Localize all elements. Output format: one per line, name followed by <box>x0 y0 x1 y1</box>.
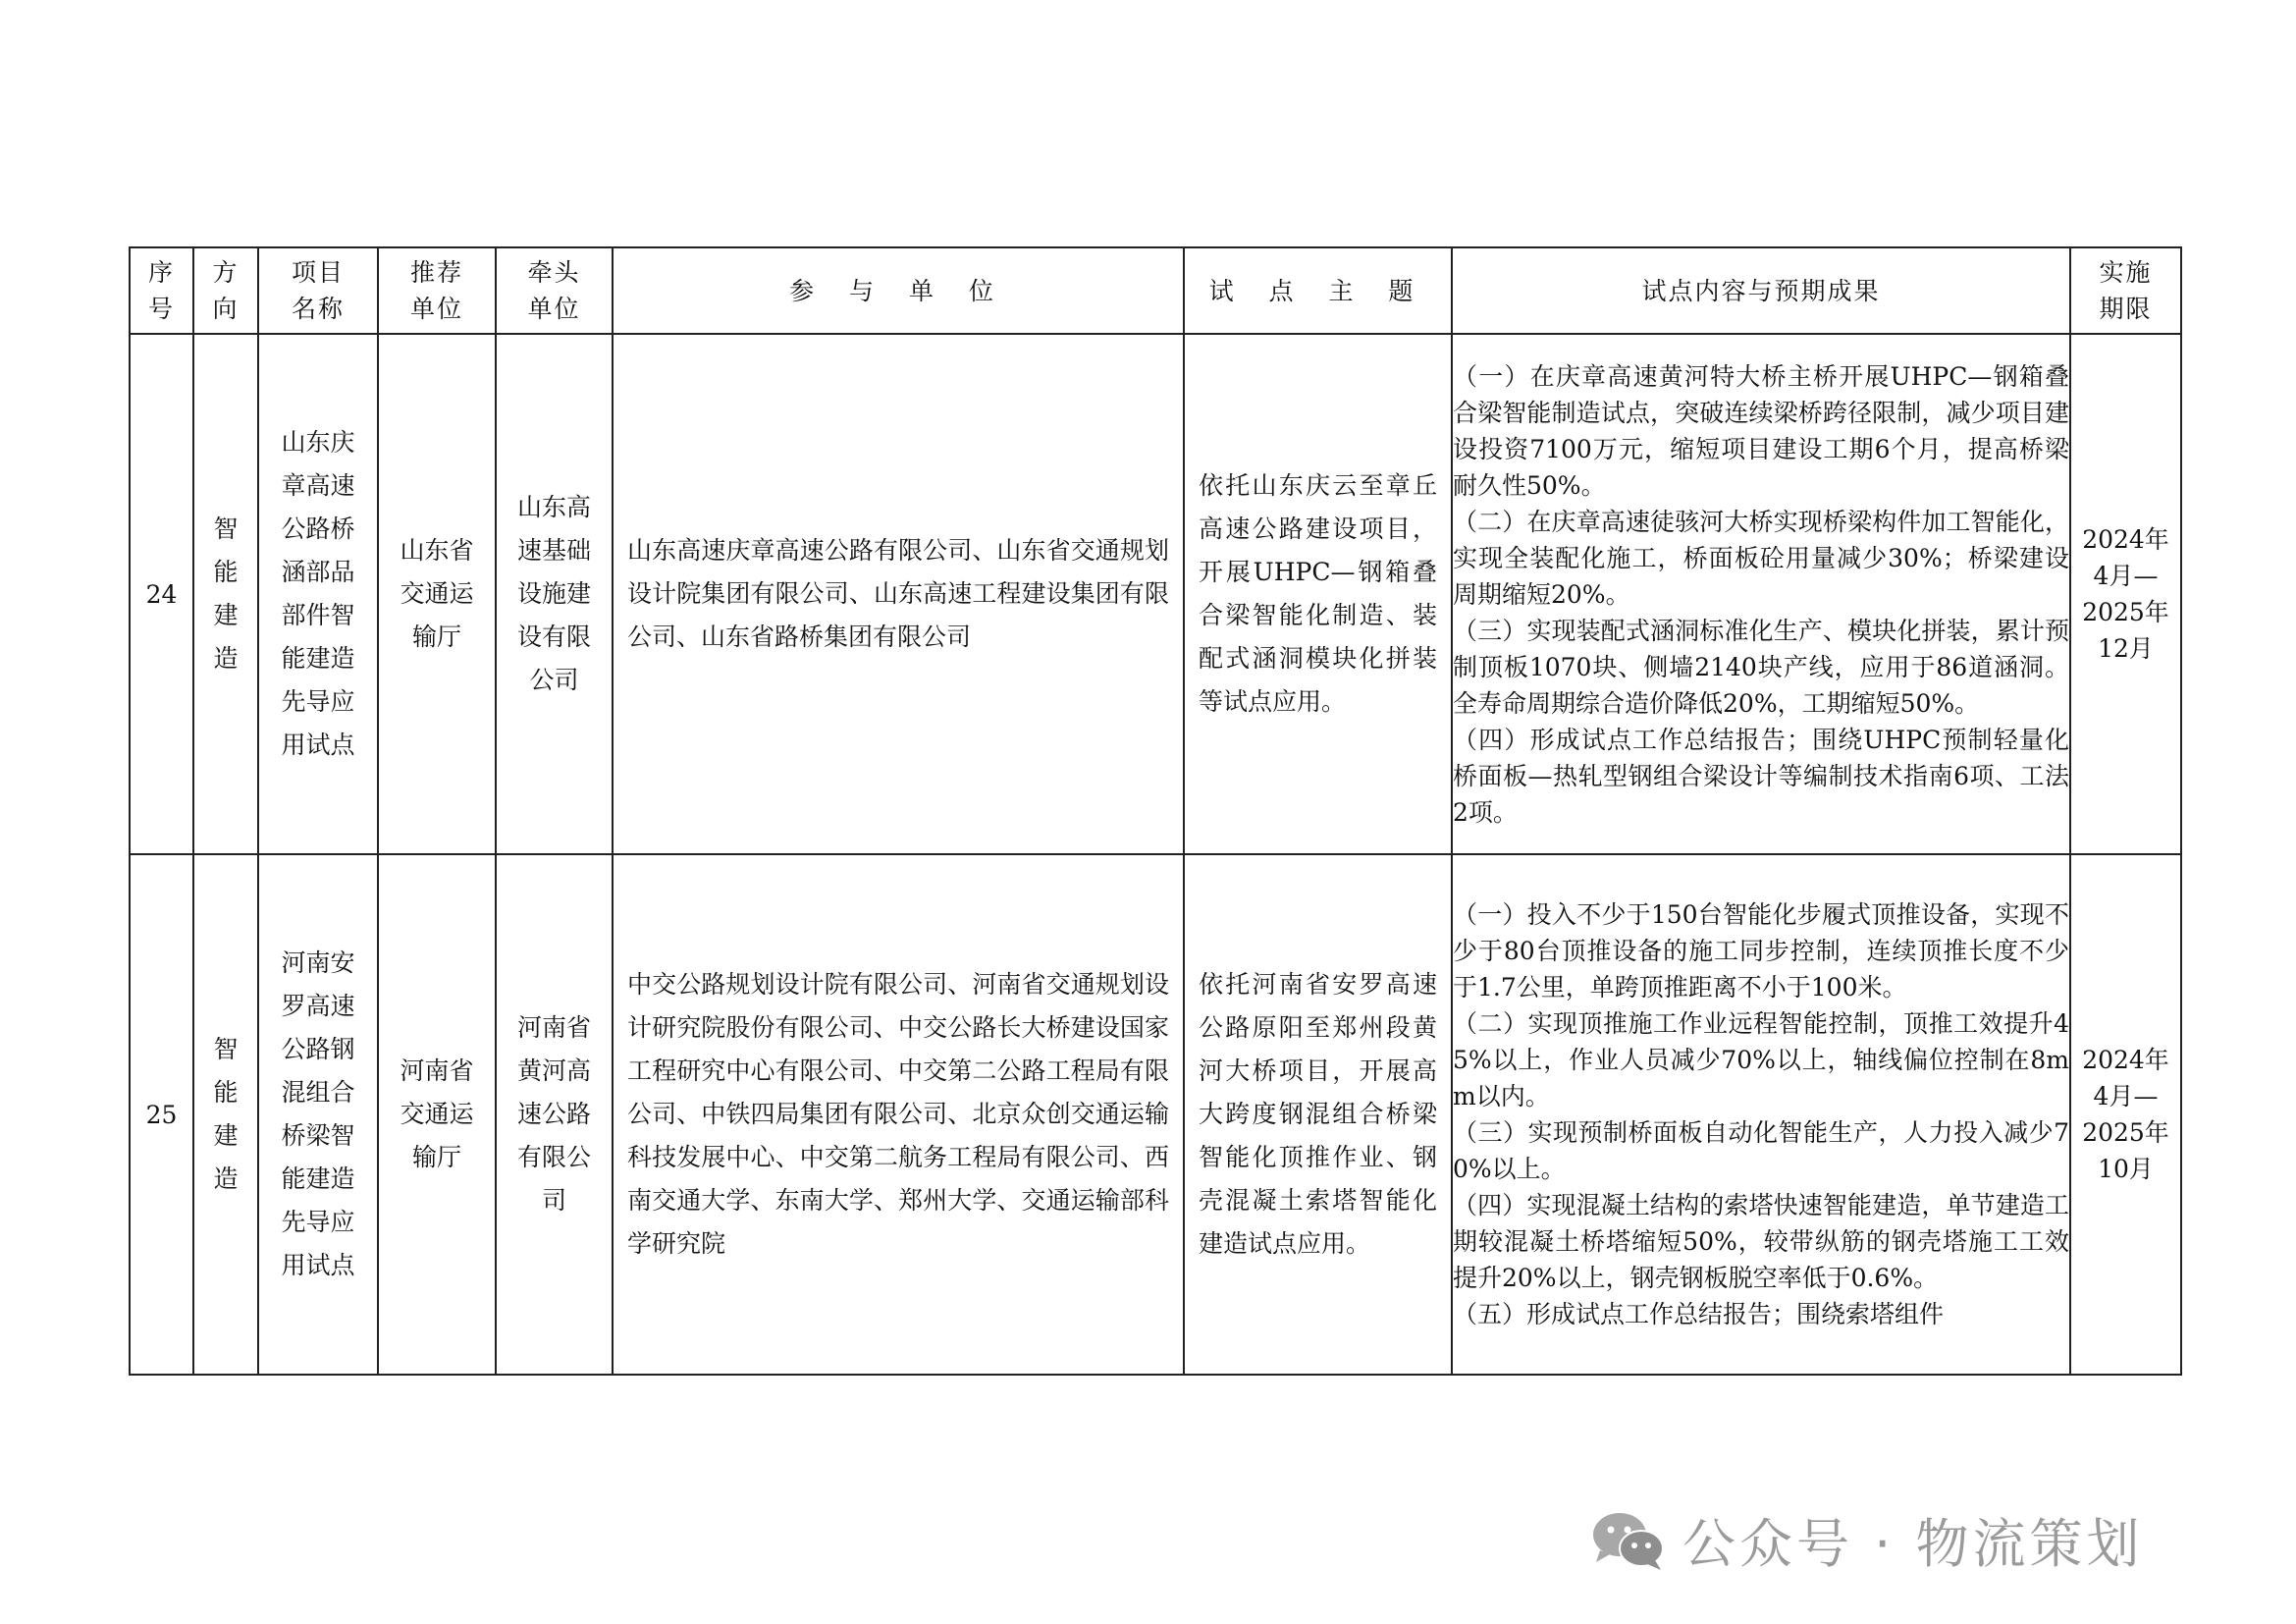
row-participants: 中交公路规划设计院有限公司、河南省交通规划设计研究院股份有限公司、中交公路长大桥建设国家工程研究中心有限公司、中交第二公路工程局有限公司、中铁四局集团有限公司、北京众创交通运输科技发展中心、中交第二航务工程局有限公司、西南交通大学、东南大学、郑州大学、交通运输部科学研究院 <box>613 854 1184 1375</box>
content-item: （三）实现预制桥面板自动化智能生产，人力投入减少70%以上。 <box>1453 1118 2069 1183</box>
row-theme: 依托河南省安罗高速公路原阳至郑州段黄河大桥项目，开展高大跨度钢混组合桥梁智能化顶推作业、钢壳混凝土索塔智能化建造试点应用。 <box>1184 854 1452 1375</box>
row-direction: 智能建造 <box>193 854 258 1375</box>
header-seq: 序号 <box>130 247 193 334</box>
row-project-name: 山东庆章高速公路桥涵部品部件智能建造先导应用试点 <box>258 334 378 854</box>
content-item: （二）实现顶推施工作业远程智能控制，顶推工效提升45%以上，作业人员减少70%以上，轴线偏位控制在8mm以内。 <box>1453 1009 2069 1110</box>
watermark-text: 公众号 · 物流策划 <box>1682 1513 2144 1575</box>
row-content <box>1452 334 2070 854</box>
table-row <box>130 334 2181 854</box>
row-recommender: 山东省交通运输厅 <box>378 334 496 854</box>
header-recommender: 推荐单位 <box>378 247 496 334</box>
header-project-name: 项目名称 <box>258 247 378 334</box>
content-item: （一）投入不少于150台智能化步履式顶推设备，实现不少于80台顶推设备的施工同步控制，连续顶推长度不少于1.7公里，单跨顶推距离不小于100米。 <box>1453 900 2069 1001</box>
row-theme: 依托山东庆云至章丘高速公路建设项目，开展UHPC—钢箱叠合梁智能化制造、装配式涵洞模块化拼装等试点应用。 <box>1184 334 1452 854</box>
watermark <box>1590 1502 2144 1578</box>
table-row <box>130 854 2181 1375</box>
row-lead-unit: 河南省黄河高速公路有限公司 <box>496 854 613 1375</box>
content-item: （五）形成试点工作总结报告；围绕索塔组件 <box>1453 1300 1945 1328</box>
header-row <box>130 247 2181 334</box>
header-participants: 参 与 单 位 <box>613 247 1184 334</box>
header-period: 实施期限 <box>2070 247 2181 334</box>
row-period: 2024年 4月— 2025年 10月 <box>2070 854 2181 1375</box>
content-item: （二）在庆章高速徒骇河大桥实现桥梁构件加工智能化，实现全装配化施工，桥面板砼用量减少30%；桥梁建设周期缩短20%。 <box>1453 507 2069 609</box>
header-lead-unit: 牵头单位 <box>496 247 613 334</box>
row-recommender: 河南省交通运输厅 <box>378 854 496 1375</box>
header-content: 试点内容与预期成果 <box>1452 247 2070 334</box>
header-theme: 试 点 主 题 <box>1184 247 1452 334</box>
row-lead-unit: 山东高速基础设施建设有限公司 <box>496 334 613 854</box>
row-project-name: 河南安罗高速公路钢混组合桥梁智能建造先导应用试点 <box>258 854 378 1375</box>
content-item: （一）在庆章高速黄河特大桥主桥开展UHPC—钢箱叠合梁智能制造试点，突破连续梁桥跨径限制，减少项目建设投资7100万元，缩短项目建设工期6个月，提高桥梁耐久性50%。 <box>1453 361 2069 500</box>
content-item: （三）实现装配式涵洞标准化生产、模块化拼装，累计预制顶板1070块、侧墙2140块产线，应用于86道涵洞。全寿命周期综合造价降低20%，工期缩短50%。 <box>1453 616 2069 718</box>
row-seq: 24 <box>130 334 193 854</box>
header-direction: 方向 <box>193 247 258 334</box>
wechat-icon <box>1590 1509 1667 1572</box>
row-participants: 山东高速庆章高速公路有限公司、山东省交通规划设计院集团有限公司、山东高速工程建设集团有限公司、山东省路桥集团有限公司 <box>613 334 1184 854</box>
row-direction: 智能建造 <box>193 334 258 854</box>
row-content <box>1452 854 2070 1375</box>
row-period: 2024年 4月— 2025年 12月 <box>2070 334 2181 854</box>
content-item: （四）实现混凝土结构的索塔快速智能建造，单节建造工期较混凝土桥塔缩短50%，较带纵筋的钢壳塔施工工效提升20%以上，钢壳钢板脱空率低于0.6%。 <box>1453 1191 2069 1292</box>
content-item: （四）形成试点工作总结报告；围绕UHPC预制轻量化桥面板—热轧型钢组合梁设计等编制技术指南6项、工法2项。 <box>1453 725 2069 827</box>
row-seq: 25 <box>130 854 193 1375</box>
pilot-projects-table <box>129 246 2182 1376</box>
